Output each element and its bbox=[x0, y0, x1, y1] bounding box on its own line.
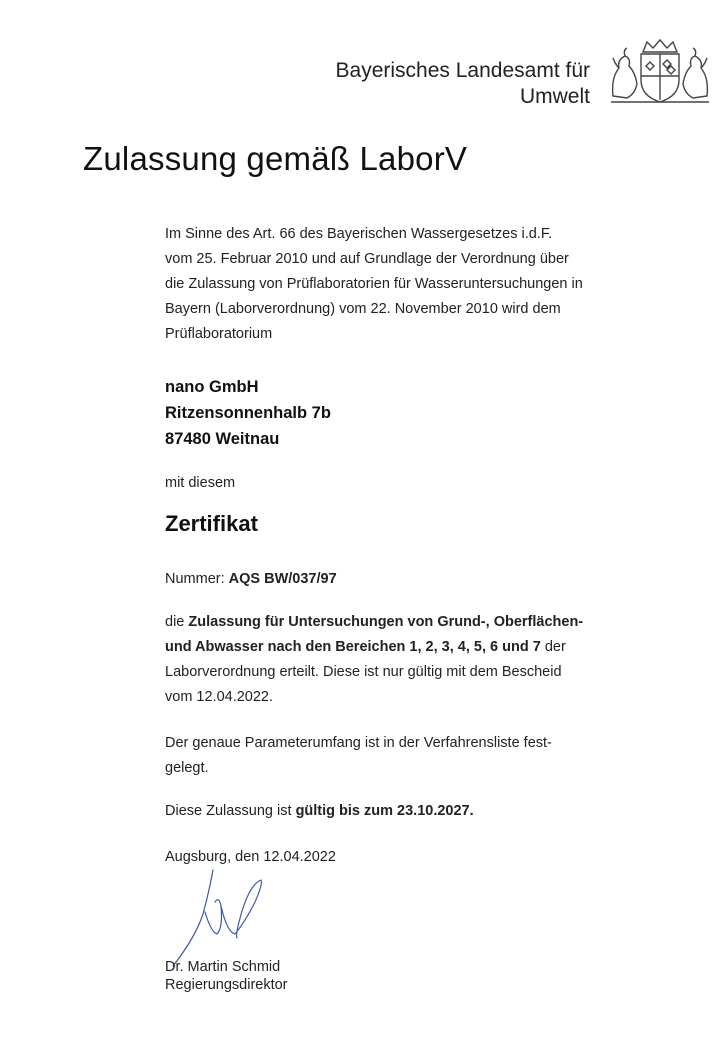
grant-line-3: Laborverordnung erteilt. Diese ist nur gültig mit dem Bescheid bbox=[165, 664, 562, 680]
grant-line-2-bold: und Abwasser nach den Bereichen 1, 2, 3, 4, 5, 6 und 7 bbox=[165, 639, 541, 655]
lab-street: Ritzensonnenhalb 7b bbox=[165, 404, 331, 422]
lab-city: 87480 Weitnau bbox=[165, 430, 280, 448]
validity-date: gültig bis zum 23.10.2027. bbox=[295, 803, 474, 819]
grant-line-1 bbox=[165, 610, 583, 635]
grant-line-2 bbox=[165, 635, 566, 660]
page-title: Zulassung gemäß LaborV bbox=[83, 140, 468, 177]
number-label: Nummer: bbox=[165, 571, 229, 587]
parameter-note-line-1: Der genaue Parameterumfang ist in der Verfahrensliste fest- bbox=[165, 735, 552, 751]
intro-line-5: Prüflaboratorium bbox=[165, 326, 273, 342]
grant-line-1-bold: Zulassung für Untersuchungen von Grund-, Oberflächen- bbox=[188, 614, 584, 630]
lab-name: nano GmbH bbox=[165, 378, 259, 396]
certificate-number bbox=[165, 567, 337, 592]
grant-line-4: vom 12.04.2022. bbox=[165, 689, 274, 705]
certificate-title: Zertifikat bbox=[165, 511, 258, 536]
bavarian-coat-of-arms-icon bbox=[605, 38, 715, 106]
signatory-position: Regierungsdirektor bbox=[165, 977, 288, 993]
intro-line-2: vom 25. Februar 2010 und auf Grundlage der Verordnung über bbox=[165, 251, 569, 267]
validity-prefix: Diese Zulassung ist bbox=[165, 803, 296, 819]
grant-line-1-prefix: die bbox=[165, 614, 189, 630]
intro-line-1: Im Sinne des Art. 66 des Bayerischen Wassergesetzes i.d.F. bbox=[165, 226, 553, 242]
number-value: AQS BW/037/97 bbox=[228, 571, 337, 587]
place-date: Augsburg, den 12.04.2022 bbox=[165, 849, 336, 865]
agency-name-line1: Bayerisches Landesamt für bbox=[335, 59, 590, 82]
grant-line-2-suffix: der bbox=[540, 639, 566, 655]
with-this-text: mit diesem bbox=[165, 475, 236, 491]
intro-line-3: die Zulassung von Prüflaboratorien für Wasseruntersuchungen in bbox=[165, 276, 583, 292]
parameter-note-line-2: gelegt. bbox=[165, 760, 209, 776]
agency-name-line2: Umwelt bbox=[519, 85, 590, 108]
validity-statement bbox=[165, 799, 474, 824]
signatory-name: Dr. Martin Schmid bbox=[165, 959, 281, 975]
intro-line-4: Bayern (Laborverordnung) vom 22. November 2010 wird dem bbox=[165, 301, 561, 317]
